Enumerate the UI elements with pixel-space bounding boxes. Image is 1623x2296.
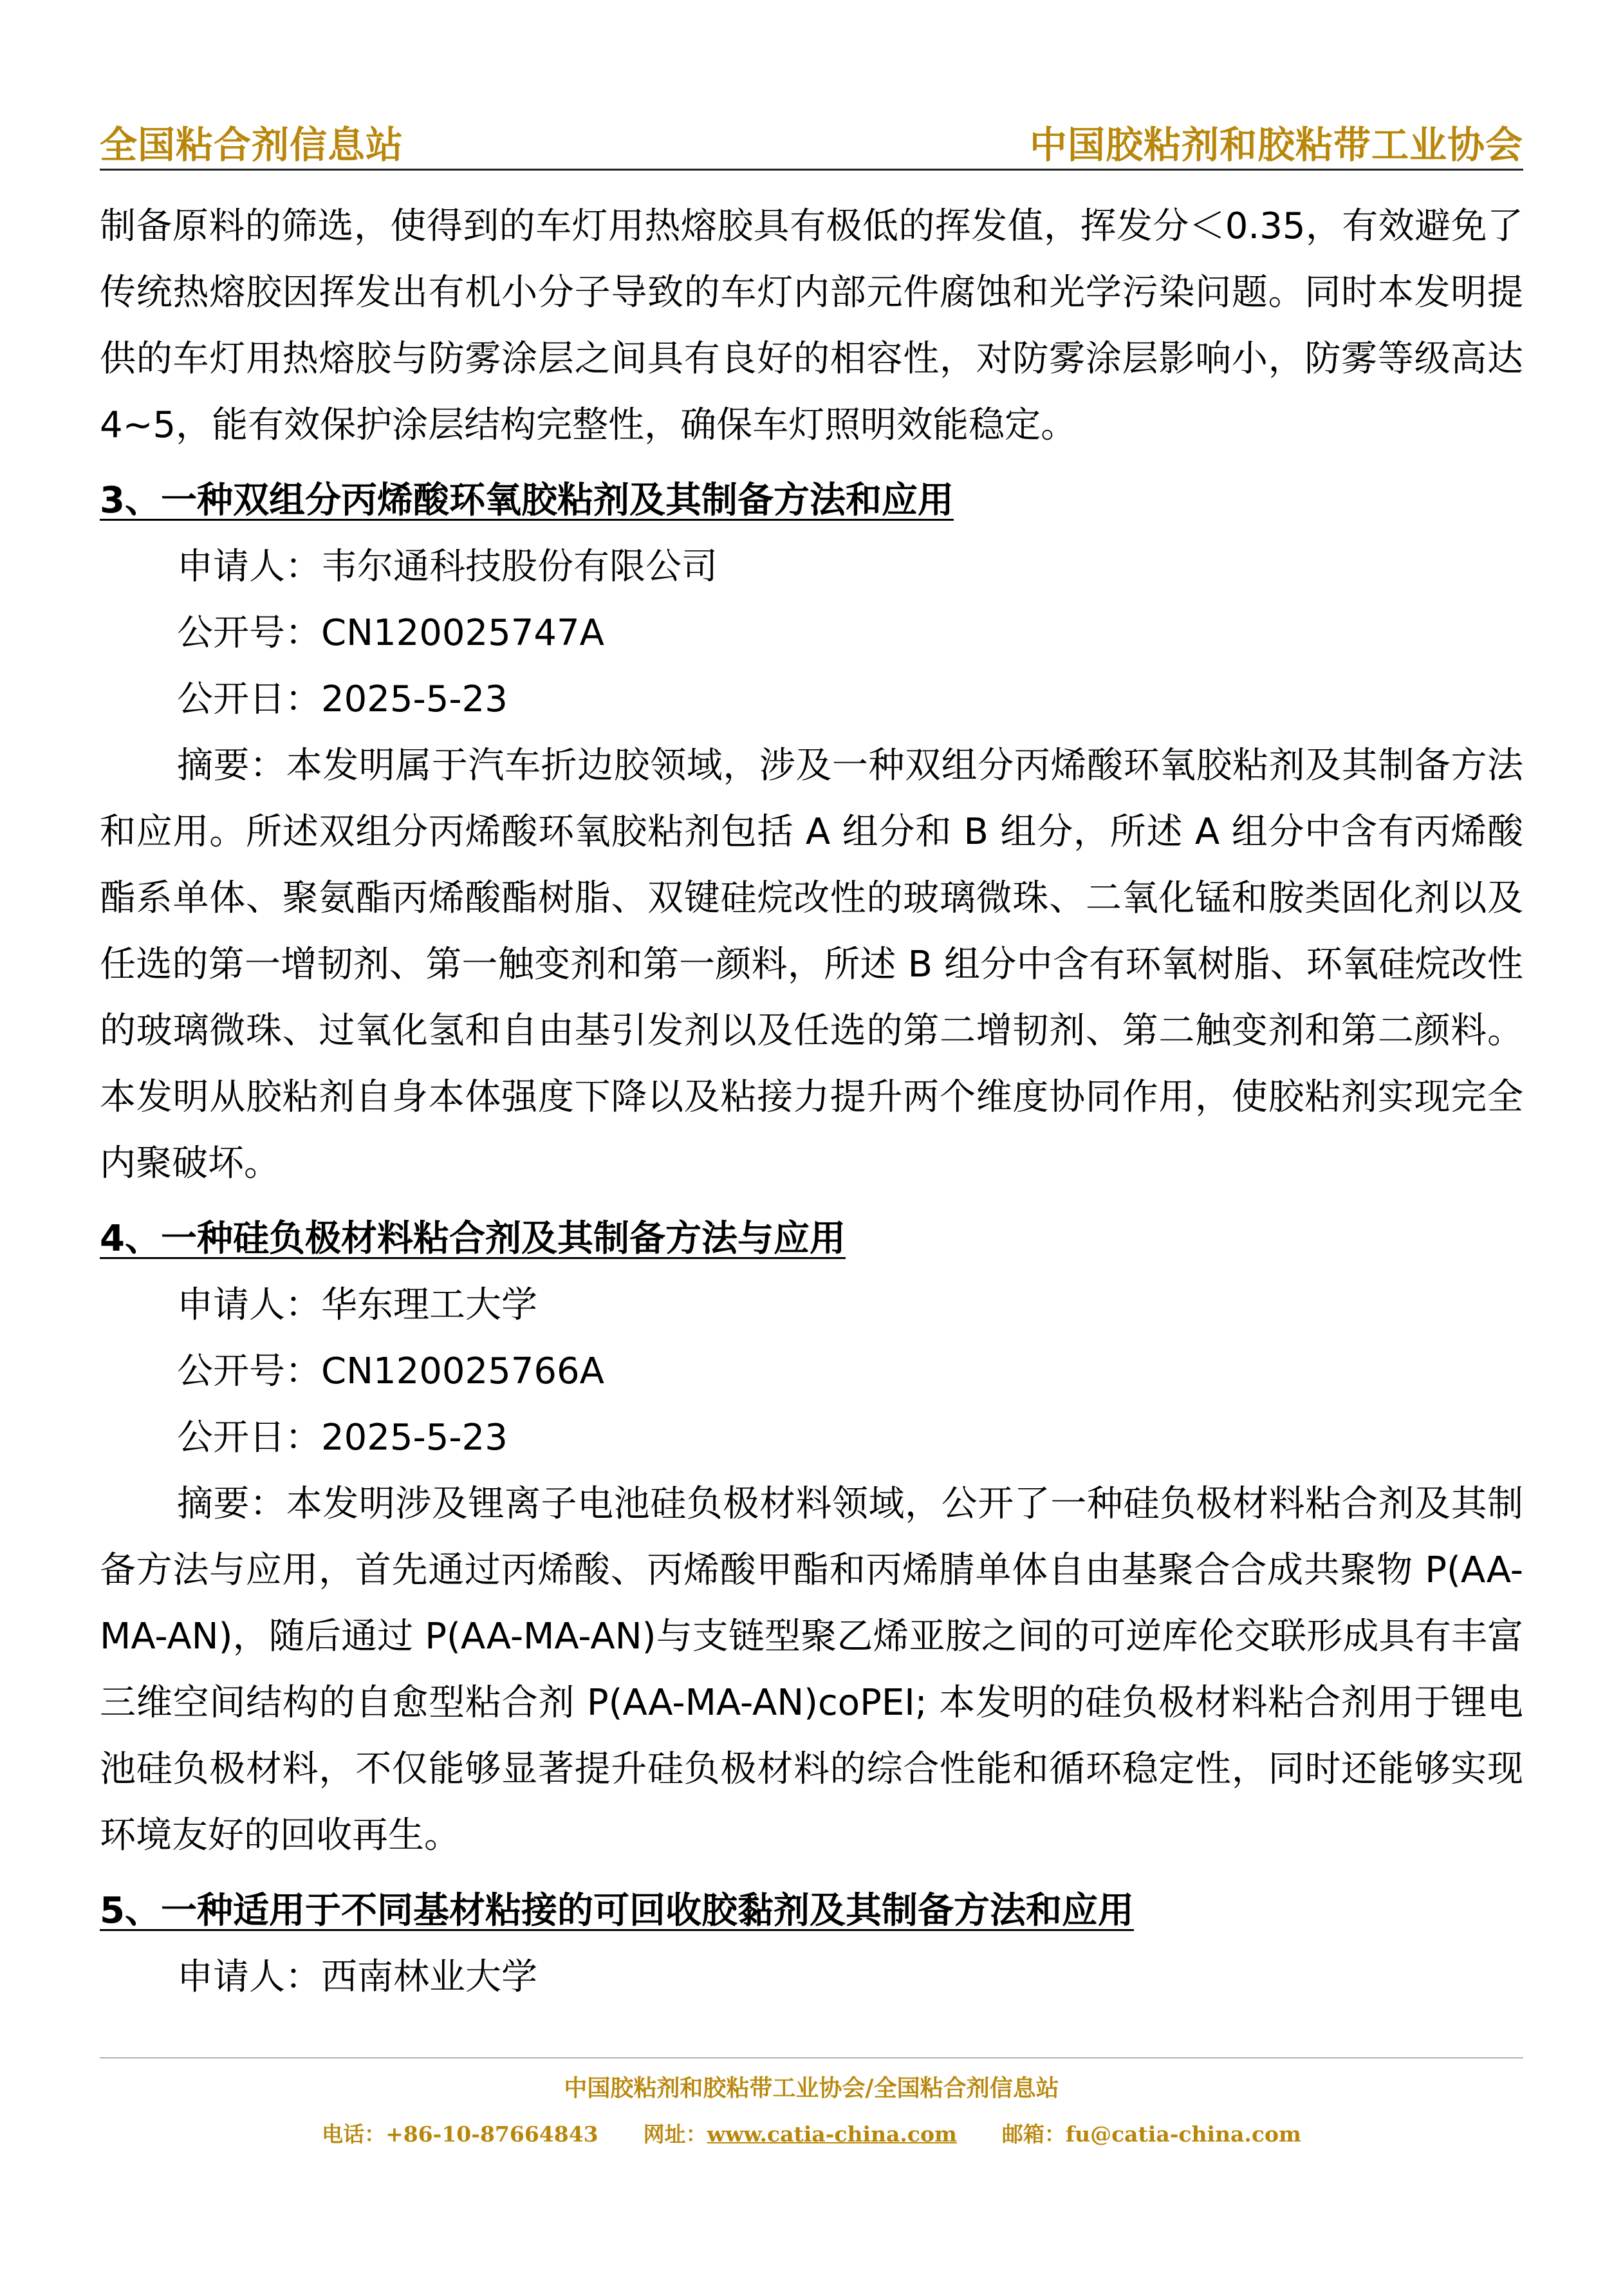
patent-entry-3: [100, 467, 1523, 1197]
document-body: [100, 193, 1523, 2010]
footer-phone: 电话：+86-10-87664843: [322, 2122, 598, 2147]
footer-email[interactable]: 邮箱：fu@catia-china.com: [1001, 2122, 1301, 2147]
entry-applicant: 申请人：韦尔通科技股份有限公司: [177, 546, 718, 588]
footer-divider: [100, 2057, 1523, 2058]
footer-website-label: 网址：: [643, 2122, 707, 2147]
entry-applicant: 申请人：西南林业大学: [177, 1956, 537, 1998]
entry-abstract: 摘要：本发明属于汽车折边胶领域，涉及一种双组分丙烯酸环氧胶粘剂及其制备方法和应用。所述双组分丙烯酸环氧胶粘剂包括 A 组分和 B 组分，所述 A 组分中含有丙烯酸酯系单体、聚氨酯丙烯酸酯树脂、双键硅烷改性的玻璃微珠、二氧化锰和胺类固化剂以及任选的第一增韧剂、第一触变剂和第一颜料，所述 B 组分中含有环氧树脂、环氧硅烷改性的玻璃微珠、过氧化氢和自由基引发剂以及任选的第二增韧剂、第二触变剂和第二颜料。本发明从胶粘剂自身本体强度下降以及粘接力提升两个维度协同作用，使胶粘剂实现完全内聚破坏。: [100, 745, 1523, 1184]
intro-paragraph: 制备原料的筛选，使得到的车灯用热熔胶具有极低的挥发值，挥发分＜0.35，有效避免了传统热熔胶因挥发出有机小分子导致的车灯内部元件腐蚀和光学污染问题。同时本发明提供的车灯用热熔胶与防雾涂层之间具有良好的相容性，对防雾涂层影响小，防雾等级高达 4~5，能有效保护涂层结构完整性，确保车灯照明效能稳定。: [100, 205, 1523, 446]
header-site-name: 全国粘合剂信息站: [100, 123, 404, 167]
header-association-name: 中国胶粘剂和胶粘带工业协会: [1029, 123, 1523, 167]
footer-contact: [0, 2118, 1623, 2148]
footer-website-link[interactable]: www.catia-china.com: [707, 2122, 957, 2147]
footer-organization: 中国胶粘剂和胶粘带工业协会/全国粘合剂信息站: [564, 2075, 1059, 2102]
entry-title: 5、一种适用于不同基材粘接的可回收胶黏剂及其制备方法和应用: [100, 1890, 1134, 1932]
entry-abstract: 摘要：本发明涉及锂离子电池硅负极材料领域，公开了一种硅负极材料粘合剂及其制备方法与应用，首先通过丙烯酸、丙烯酸甲酯和丙烯腈单体自由基聚合合成共聚物 P(AA-MA-AN)，随后通过 P(AA-MA-AN)与支链型聚乙烯亚胺之间的可逆库伦交联形成具有丰富三维空间结构的自愈型粘合剂 P(AA-MA-AN)coPEI; 本发明的硅负极材料粘合剂用于锂电池硅负极材料，不仅能够显著提升硅负极材料的综合性能和循环稳定性，同时还能够实现环境友好的回收再生。: [100, 1483, 1523, 1856]
patent-entry-5: [100, 1878, 1523, 2010]
entry-publication-number: 公开号：CN120025747A: [177, 612, 604, 654]
entry-publication-date: 公开日：2025-5-23: [177, 1417, 508, 1459]
header-divider: [100, 169, 1523, 171]
entry-applicant: 申请人：华东理工大学: [177, 1284, 537, 1326]
patent-entry-4: [100, 1206, 1523, 1869]
entry-title: 3、一种双组分丙烯酸环氧胶粘剂及其制备方法和应用: [100, 480, 954, 521]
entry-title: 4、一种硅负极材料粘合剂及其制备方法与应用: [100, 1218, 846, 1260]
entry-publication-number: 公开号：CN120025766A: [177, 1350, 604, 1392]
entry-publication-date: 公开日：2025-5-23: [177, 678, 508, 720]
